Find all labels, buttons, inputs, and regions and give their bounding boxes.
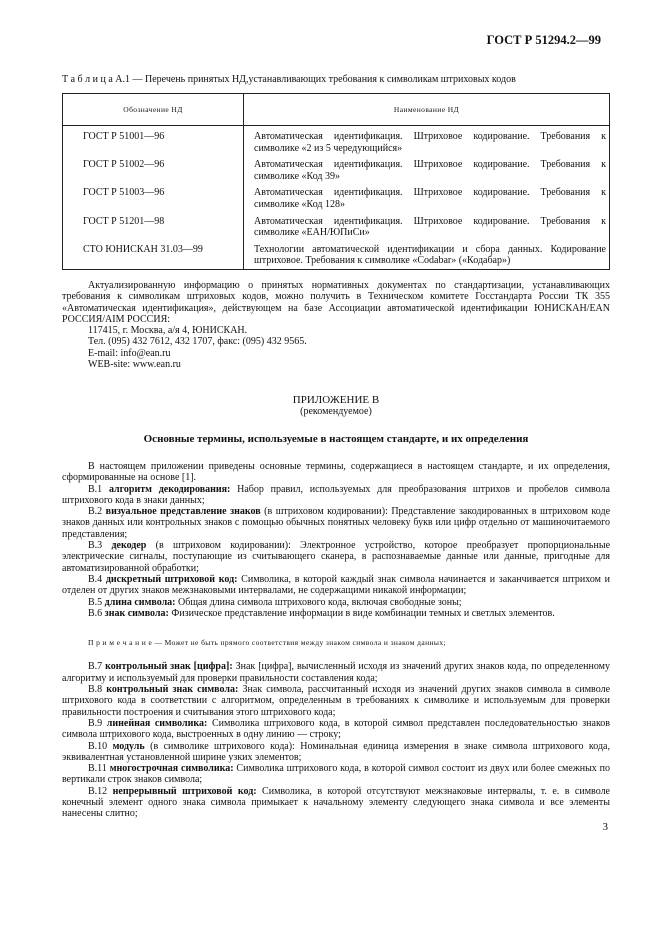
term-name: модуль <box>112 740 145 752</box>
intro-paragraph: В настоящем приложении приведены основные термины, содержащиеся в настоящем стандарте, и их определения, сформированные на основе [1]. <box>62 461 610 484</box>
table-row <box>63 211 610 239</box>
term-name: алгоритм декодирования: <box>108 483 231 495</box>
table-row <box>63 239 610 270</box>
term-definition: (в штриховом кодировании): Электронное устройство, которое преобразует пропорциональные электрические сигналы, поступающие из считывающего сканера, в распознаваемые данные или данные, пригодные для автоматизированной обработки; <box>62 540 611 574</box>
table-cell-code: ГОСТ Р 51002—96 <box>63 154 244 182</box>
table-cell-code: ГОСТ Р 51003—96 <box>63 182 244 210</box>
term-entry <box>62 741 610 764</box>
column-header-title: Наименование НД <box>244 94 610 126</box>
appendix-heading <box>62 394 610 418</box>
term-number: В.8 <box>88 684 103 696</box>
term-definition: Физическое представление информации в виде комбинации темных и светлых элементов. <box>171 607 555 619</box>
table-row <box>63 182 610 210</box>
note-text: П р и м е ч а н и е — Может не быть прямого соответствия между знаком символа и знаком данных; <box>88 638 447 648</box>
term-name: контрольный знак [цифра]: <box>105 661 233 673</box>
term-number: В.12 <box>88 785 108 797</box>
term-definition: (в штриховом кодировании): Представление закодированных в штриховом коде знаков данных или контрольных знаков с помощью обычных понятных человеку букв или цифр отдельно от машиночитаемого представления; <box>62 506 611 540</box>
term-name: непрерывный штриховой код: <box>112 785 257 797</box>
term-entry <box>62 608 610 619</box>
term-definition: Символика, в которой отсутствуют межзнаковые интервалы, т. е. в символе конечный элемент одного знака символа примыкает к начальному элементу следующего знака символа и все элементы нанесены слитно; <box>62 785 610 820</box>
term-number: В.3 <box>88 540 103 552</box>
term-name: многострочная символика: <box>109 763 234 775</box>
table-cell-code: СТО ЮНИСКАН 31.03—99 <box>63 239 244 270</box>
term-entry <box>62 484 610 507</box>
term-number: В.1 <box>88 483 103 495</box>
update-info-text: Актуализированную информацию о принятых нормативных документах по стандартизации, устанавливающих требования к символикам штриховых кодов, можно получить в Техническом комитете Госстандарта России ТК 355 «Автоматическая идентификация», действующем на базе Ассоциации автоматической идентификации ЮНИСКАН/EAN РОССИЯ/AIM РОССИЯ: <box>62 280 610 325</box>
term-definition: Общая длина символа штрихового кода, включая свободные зоны; <box>178 596 462 608</box>
running-header: ГОСТ Р 51294.2—99 <box>486 33 601 47</box>
term-definition: Символика штрихового кода, в которой символ состоит из двух или более смежных по вертикали строк знаков символа; <box>62 763 611 786</box>
term-entry <box>62 718 610 741</box>
term-entry <box>62 597 610 608</box>
table-cell-name: Автоматическая идентификация. Штриховое кодирование. Требования к символике «Код 39» <box>244 154 610 182</box>
term-name: декодер <box>111 540 147 552</box>
term-definition: Знак [цифра], вычисленный исходя из значений других знаков кода, по определенному алгоритму и используемый для проверки правильности составления кода; <box>62 661 610 684</box>
contact-address: 117415, г. Москва, а/я 4, ЮНИСКАН. <box>88 325 248 337</box>
term-definition: Символика, в которой каждый знак символа начинается и заканчивается штрихом и отделен от других знаков межзнаковыми интервалами, не содержащими никакой информации; <box>62 573 611 597</box>
term-entry <box>62 786 610 820</box>
term-definition: Набор правил, используемых для преобразования штрихов и пробелов символа штрихового кода в знаки данных; <box>62 483 610 506</box>
table-cell-name: Автоматическая идентификация. Штриховое кодирование. Требования к символике «Код 128» <box>244 182 610 210</box>
appendix-title: ПРИЛОЖЕНИЕ В <box>292 394 380 406</box>
term-number: В.9 <box>88 717 103 729</box>
term-definition: Символика штрихового кода, в которой символ представлен последовательностью знаков символа штрихового кода, выстроенных в одну линию — строку; <box>62 717 611 741</box>
term-number: В.5 <box>88 596 103 608</box>
contact-email: E-mail: info@ean.ru <box>88 347 171 359</box>
table-caption: Т а б л и ц а А.1 — Перечень принятых НД,устанавливающих требования к символикам штриховых кодов <box>62 74 516 85</box>
terms-list <box>62 461 610 820</box>
table-row <box>63 126 610 155</box>
term-name: визуальное представление знаков <box>105 506 261 518</box>
term-entry <box>62 763 610 786</box>
term-name: длина символа: <box>104 596 176 608</box>
term-definition: Знак символа, рассчитанный исходя из значений других знаков символа в символе штрихового кода в соответствии с алгоритмом, определенным в требованиях к символике и используемым для проверки правильности построения и считывания этого штрихового кода; <box>62 684 611 718</box>
update-info <box>62 280 610 370</box>
term-number: В.2 <box>88 506 103 518</box>
term-name: линейная символика: <box>106 717 208 729</box>
contact-website: WEB-site: www.ean.ru <box>88 359 181 371</box>
table-row <box>63 154 610 182</box>
table-cell-name: Технологии автоматической идентификации и сбора данных. Кодирование штриховое. Требования к символике «Codabar» («Кодабар») <box>244 239 610 270</box>
table-cell-name: Автоматическая идентификация. Штриховое кодирование. Требования к символике «ЕАН/ЮПиСи» <box>244 211 610 239</box>
column-header-designation: Обозначение НД <box>63 94 244 126</box>
term-name: дискретный штриховой код: <box>105 573 238 585</box>
term-number: В.11 <box>88 763 107 775</box>
standards-table <box>62 93 610 270</box>
term-definition: (в символике штрихового кода): Номинальная единица измерения в знаке символа штрихового кода, эквивалентная установленной ширине узких элементов; <box>62 740 610 763</box>
term-number: В.10 <box>88 740 108 752</box>
term-entry <box>62 574 610 597</box>
term-number: В.7 <box>88 661 103 673</box>
table-cell-name: Автоматическая идентификация. Штриховое кодирование. Требования к символике «2 из 5 чередующийся» <box>244 126 610 155</box>
term-entry <box>62 661 610 684</box>
term-entry <box>62 684 610 718</box>
page-number: 3 <box>602 821 608 833</box>
term-number: В.6 <box>88 607 103 619</box>
term-name: контрольный знак символа: <box>106 684 239 696</box>
term-number: В.4 <box>88 573 103 585</box>
section-title: Основные термины, используемые в настоящем стандарте, и их определения <box>143 433 529 445</box>
contact-phone: Тел. (095) 432 7612, 432 1707, факс: (095) 432 9565. <box>88 336 307 348</box>
term-entry <box>62 540 610 574</box>
table-cell-code: ГОСТ Р 51201—98 <box>63 211 244 239</box>
table-cell-code: ГОСТ Р 51001—96 <box>63 126 244 155</box>
appendix-subtitle: (рекомендуемое) <box>300 406 372 417</box>
term-entry <box>62 506 610 540</box>
term-name: знак символа: <box>104 607 169 619</box>
